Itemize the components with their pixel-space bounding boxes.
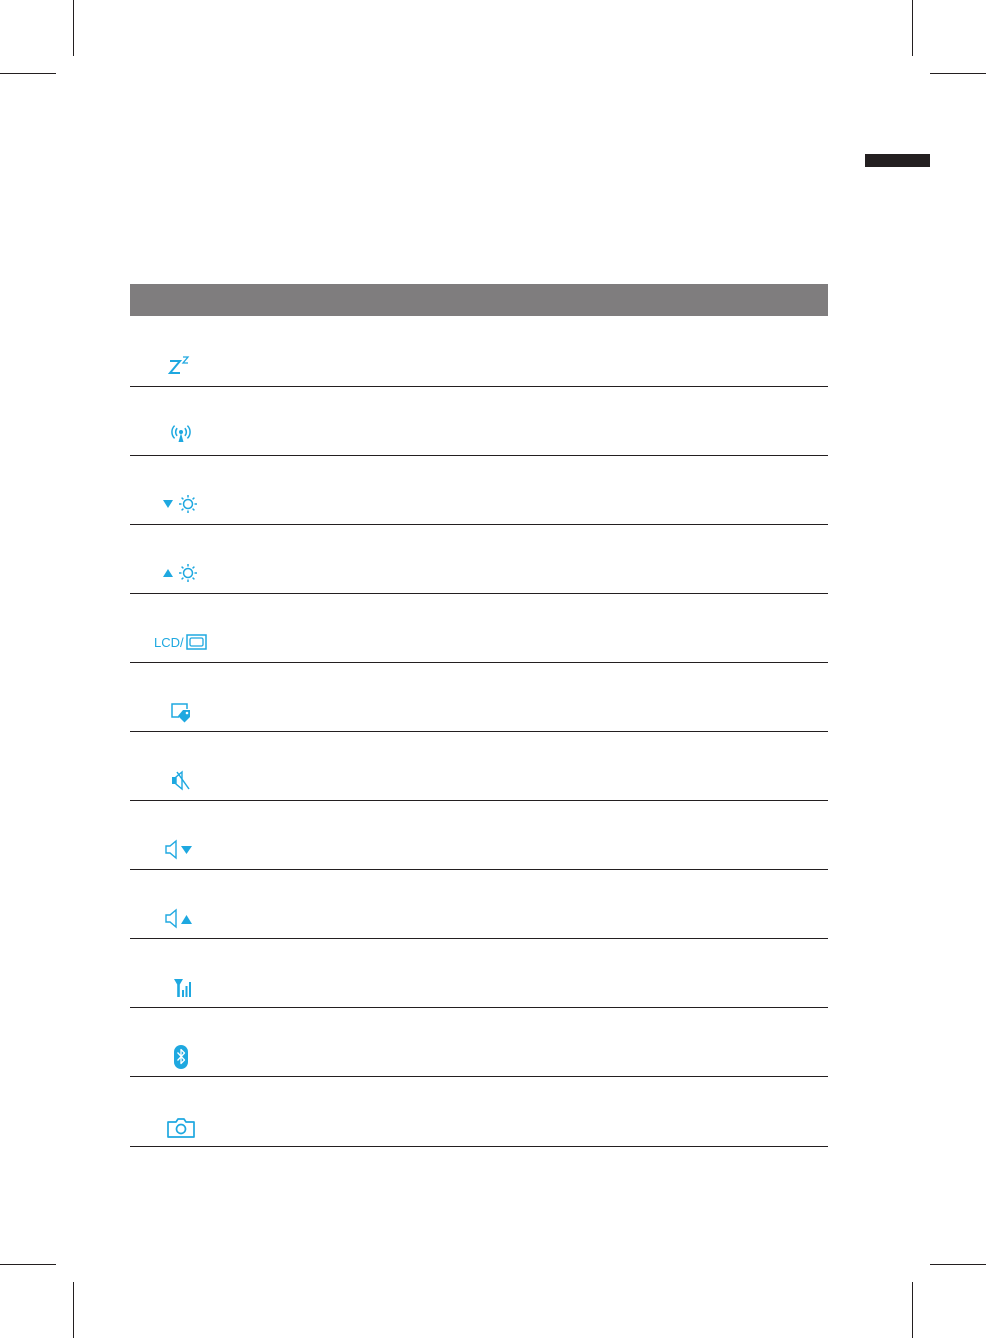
table-row: [130, 594, 828, 663]
table-row: [130, 870, 828, 939]
table-row: [130, 1008, 828, 1077]
crop-mark-bottom-right-horizontal: [930, 1264, 986, 1265]
table-row: [130, 663, 828, 732]
lcd-label: LCD/: [154, 635, 184, 650]
table-row: [130, 387, 828, 456]
table-row: [130, 456, 828, 525]
row-divider: [130, 1146, 828, 1148]
table-row: [130, 801, 828, 870]
crop-mark-top-left-horizontal: [0, 73, 56, 74]
crop-mark-top-right-horizontal: [930, 73, 986, 74]
signal-3g-icon: [150, 975, 212, 1001]
table-row: [130, 1078, 828, 1147]
table-row: [130, 939, 828, 1008]
touchpad-toggle-icon: [150, 699, 212, 725]
crop-mark-bottom-left-vertical: [73, 1282, 74, 1338]
mute-icon: [150, 768, 212, 794]
volume-down-icon: [150, 837, 212, 863]
volume-up-icon: [150, 906, 212, 932]
sleep-icon: [150, 354, 212, 380]
display-switch-icon: [150, 630, 212, 656]
camera-icon: [150, 1114, 212, 1140]
table-header-bar: [130, 284, 828, 316]
crop-mark-top-left-vertical: [73, 0, 74, 56]
table-row: [130, 318, 828, 387]
crop-mark-bottom-right-vertical: [912, 1282, 913, 1338]
table-row: [130, 525, 828, 594]
table-row: [130, 732, 828, 801]
crop-mark-bottom-left-horizontal: [0, 1264, 56, 1265]
row-divider: [130, 1076, 828, 1078]
bluetooth-icon: [150, 1044, 212, 1070]
brightness-down-icon: [150, 492, 212, 518]
brightness-up-icon: [150, 561, 212, 587]
wireless-icon: [150, 423, 212, 449]
section-tab-marker: [865, 154, 930, 167]
crop-mark-top-right-vertical: [912, 0, 913, 56]
